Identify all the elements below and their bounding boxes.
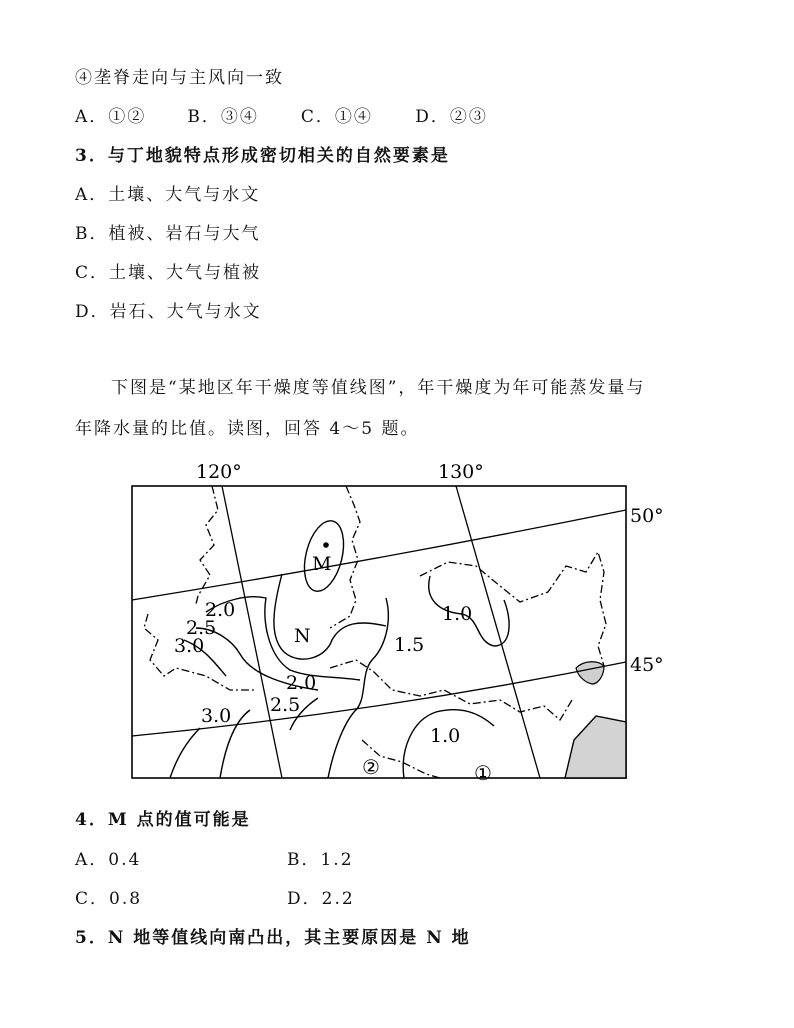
q2-option-b: B．③④ xyxy=(187,107,259,127)
lat-label-45: 45° xyxy=(630,654,664,676)
q5-stem: 5．N 地等值线向南凸出，其主要原因是 N 地 xyxy=(75,928,471,948)
intro-text-1: 下图是“某地区年干燥度等值线图”，年干燥度为年可能蒸发量与 xyxy=(111,378,646,398)
circled-label-2: ② xyxy=(362,755,380,779)
isoline-label: 2.5 xyxy=(186,617,217,639)
intro-line-1 xyxy=(75,373,645,398)
lon-label-120: 120° xyxy=(196,461,242,483)
isoline-label: 1.0 xyxy=(442,603,473,625)
q2-option-c: C．①④ xyxy=(300,107,373,127)
dryness-isoline-map xyxy=(0,455,794,795)
q2-item-4: ④垄脊走向与主风向一致 xyxy=(75,68,284,88)
lat-label-50: 50° xyxy=(630,505,664,527)
q4-option-d: D．2.2 xyxy=(287,889,355,909)
q4-option-c: C．0.8 xyxy=(75,889,143,909)
isoline-label: 2.0 xyxy=(286,672,317,694)
isoline-label: 2.5 xyxy=(270,694,301,716)
point-label-n: N xyxy=(294,625,311,647)
q3-option-d: D．岩石、大气与水文 xyxy=(75,302,262,322)
q4-option-a: A．0.4 xyxy=(75,850,142,870)
q3-stem: 3．与丁地貌特点形成密切相关的自然要素是 xyxy=(75,146,450,166)
m-point-dot xyxy=(323,542,329,548)
intro-line-2: 年降水量的比值。读图，回答 4～5 题。 xyxy=(75,419,420,439)
q2-option-d: D．②③ xyxy=(415,107,488,127)
q3-option-c: C．土壤、大气与植被 xyxy=(75,263,262,283)
isoline-label: 3.0 xyxy=(201,705,232,727)
q2-options xyxy=(75,102,488,127)
isoline-label: 1.5 xyxy=(394,634,425,656)
q3-option-a: A．土壤、大气与水文 xyxy=(75,185,261,205)
isoline-label: 2.0 xyxy=(205,599,236,621)
q4-stem: 4．M 点的值可能是 xyxy=(75,810,251,830)
circled-label-1: ① xyxy=(474,761,492,785)
isoline-label: 3.0 xyxy=(174,635,205,657)
isoline-label: 1.0 xyxy=(430,725,461,747)
q4-option-b: B．1.2 xyxy=(287,850,354,870)
q3-option-b: B．植被、岩石与大气 xyxy=(75,224,261,244)
lon-label-130: 130° xyxy=(438,461,484,483)
q2-option-a: A．①② xyxy=(75,107,147,127)
point-label-m: M xyxy=(312,553,332,575)
